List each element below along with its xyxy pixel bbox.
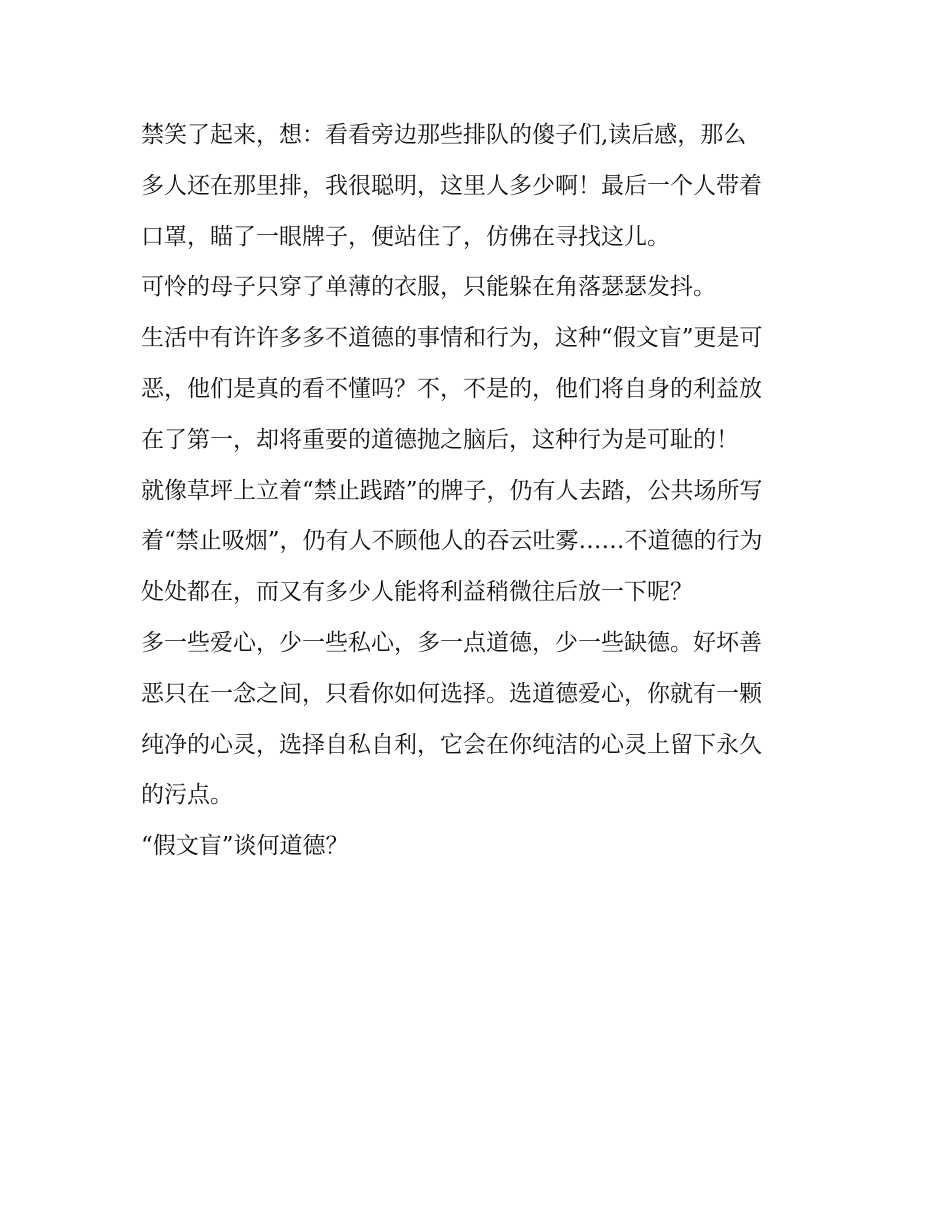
paragraph-4: 就像草坪上立着“禁止践踏”的牌子，仍有人去踏，公共场所写 着“禁止吸烟”，仍有人不顾他人的吞云吐雾……不道德的行为 处处都在，而又有多少人能将利益稍微往后放一下呢？ [141,477,763,606]
paragraph-1: 禁笑了起来，想：看看旁边那些排队的傻子们,读后感，那么 多人还在那里排，我很聪明，这里人多少啊！最后一个人带着 口罩，瞄了一眼牌子，便站住了，仿佛在寻找这儿。 [141,122,762,250]
paragraph-6: “假文盲”谈何道德？ [141,833,349,860]
paragraph-3: 生活中有许许多多不道德的事情和行为，这种“假文盲”更是可 恶，他们是真的看不懂吗？不，不是的，他们将自身的利益放 在了第一，却将重要的道德抛之脑后，这种行为是可耻的！ [141,325,763,453]
paragraph-5: 多一些爱心，少一些私心，多一点道德，少一些缺德。好坏善 恶只在一念之间，只看你如何选择。选道德爱心，你就有一颗 纯净的心灵，选择自私自利，它会在你纯洁的心灵上留下永久 的污点。 [141,629,762,809]
document-body [141,110,821,872]
paragraph-2: 可怜的母子只穿了单薄的衣服，只能躲在角落瑟瑟发抖。 [141,274,716,301]
